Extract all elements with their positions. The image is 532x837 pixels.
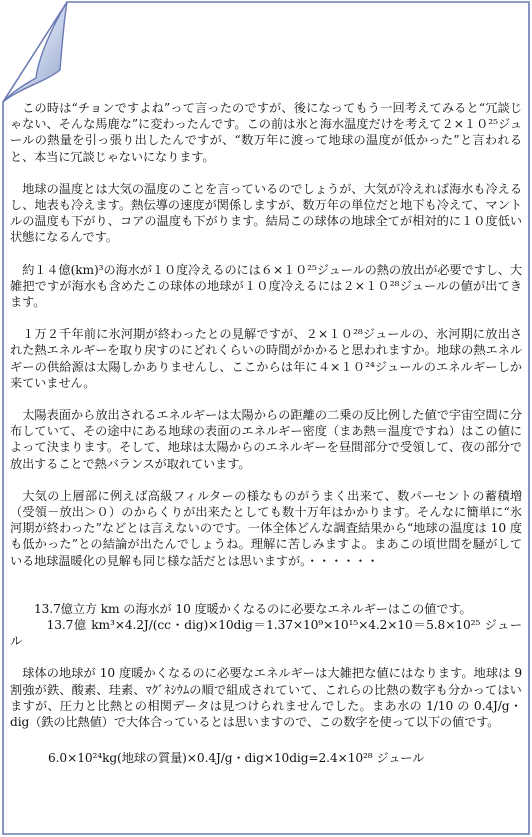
paragraph-7: 球体の地球が 10 度暖かくなるのに必要なエネルギーは大雑把な値にはなります。地球は 9 割強が鉄、酸素、珪素、ﾏｸﾞﾈｼｳﾑの順で組成されていて、これらの比熱の数字も分かってはいますが、圧力と比熱との相関データは見つけられませんでした。まあ水の 1/10 の 0.4J/g・dig（鉄の比熱値）で大体合っているとは思いますので、この数字を使って以下の値です。 <box>10 666 522 730</box>
paragraph-4: １万２千年前に氷河期が終わったとの見解ですが、２×１０²⁸ジュールの、氷河期に放出された熱エネルギーを取り戻すのにどれくらいの時間がかかると思われますか。地球の熱エネルギーの供給源は太陽しかありませんし、ここからは年に４×１０²⁴ジュールのエネルギーしか来ていません。 <box>10 327 522 390</box>
calc-1-description: 13.7億立方 km の海水が 10 度暖かくなるのに必要なエネルギーはこの値です。 <box>34 601 472 616</box>
paragraph-5: 太陽表面から放出されるエネルギーは太陽からの距離の二乗の反比例した値で宇宙空間に分布していて、その途中にある地球の表面のエネルギー密度（まあ熱＝温度ですね）はこの値によって決まります。そして、地球は太陽からのエネルギーを昼間部分で受領して、夜の部分で放出することで熱バランスが取れています。 <box>10 408 522 471</box>
calc-1-formula: 13.7億 km³×4.2J/(cc・dig)×10dig＝1.37×10⁹×10¹⁵×4.2×10＝5.8×10²⁵ ジュール <box>10 618 522 649</box>
paragraph-2: 地球の温度とは大気の温度のことを言っているのでしょうが、大気が冷えれば海水も冷えるし、地表も冷えます。熱伝導の速度が関係しますが、数万年の単位だと地下も冷えて、マントルの温度も下がり、コアの温度も下がります。結局この球体の地球全てが相対的に１０度低い状態になるんです。 <box>10 181 522 245</box>
calc-2-formula: 6.0×10²⁴kg(地球の質量)×0.4J/g・dig×10dig=2.4×10²⁸ ジュール <box>48 751 425 766</box>
paragraph-3: 約１４億(km)³の海水が１０度冷えるのには６×１０²⁵ジュールの熱の放出が必要ですし、大雑把ですが海水も含めたこの球体の地球が１０度冷えるには２×１０²⁸ジュールの値が出てきます。 <box>10 262 522 310</box>
paragraph-6: 大気の上層部に例えば高級フィルターの様なものがうまく出来て、数パーセントの蓄積増（受領－放出＞０）のからくりが出来たとしても数十万年はかかります。そんなに簡単に“氷河期が終わった”などとは言えないのです。一体全体どんな調査結果から“地球の温度は 10 度も低かった”との結論が出たんでしょうね。理解に苦しみますよ。まあこの頃世間を騒がしている地球温暖化の見解も同じ様な話だとは思いますが。・・・・・・ <box>10 488 522 568</box>
paragraph-1: この時は“チョンですよね”って言ったのですが、後になってもう一回考えてみると“冗談じゃない、そんな馬鹿な”に変わったんです。この前は氷と海水温度だけを考えて２×１０²⁵ジュールの熱量を引っ張り出したんですが、“数万年に渡って地球の温度が低かった”と言われると、本当に冗談じゃないになります。 <box>10 101 522 164</box>
document-body <box>10 100 522 783</box>
